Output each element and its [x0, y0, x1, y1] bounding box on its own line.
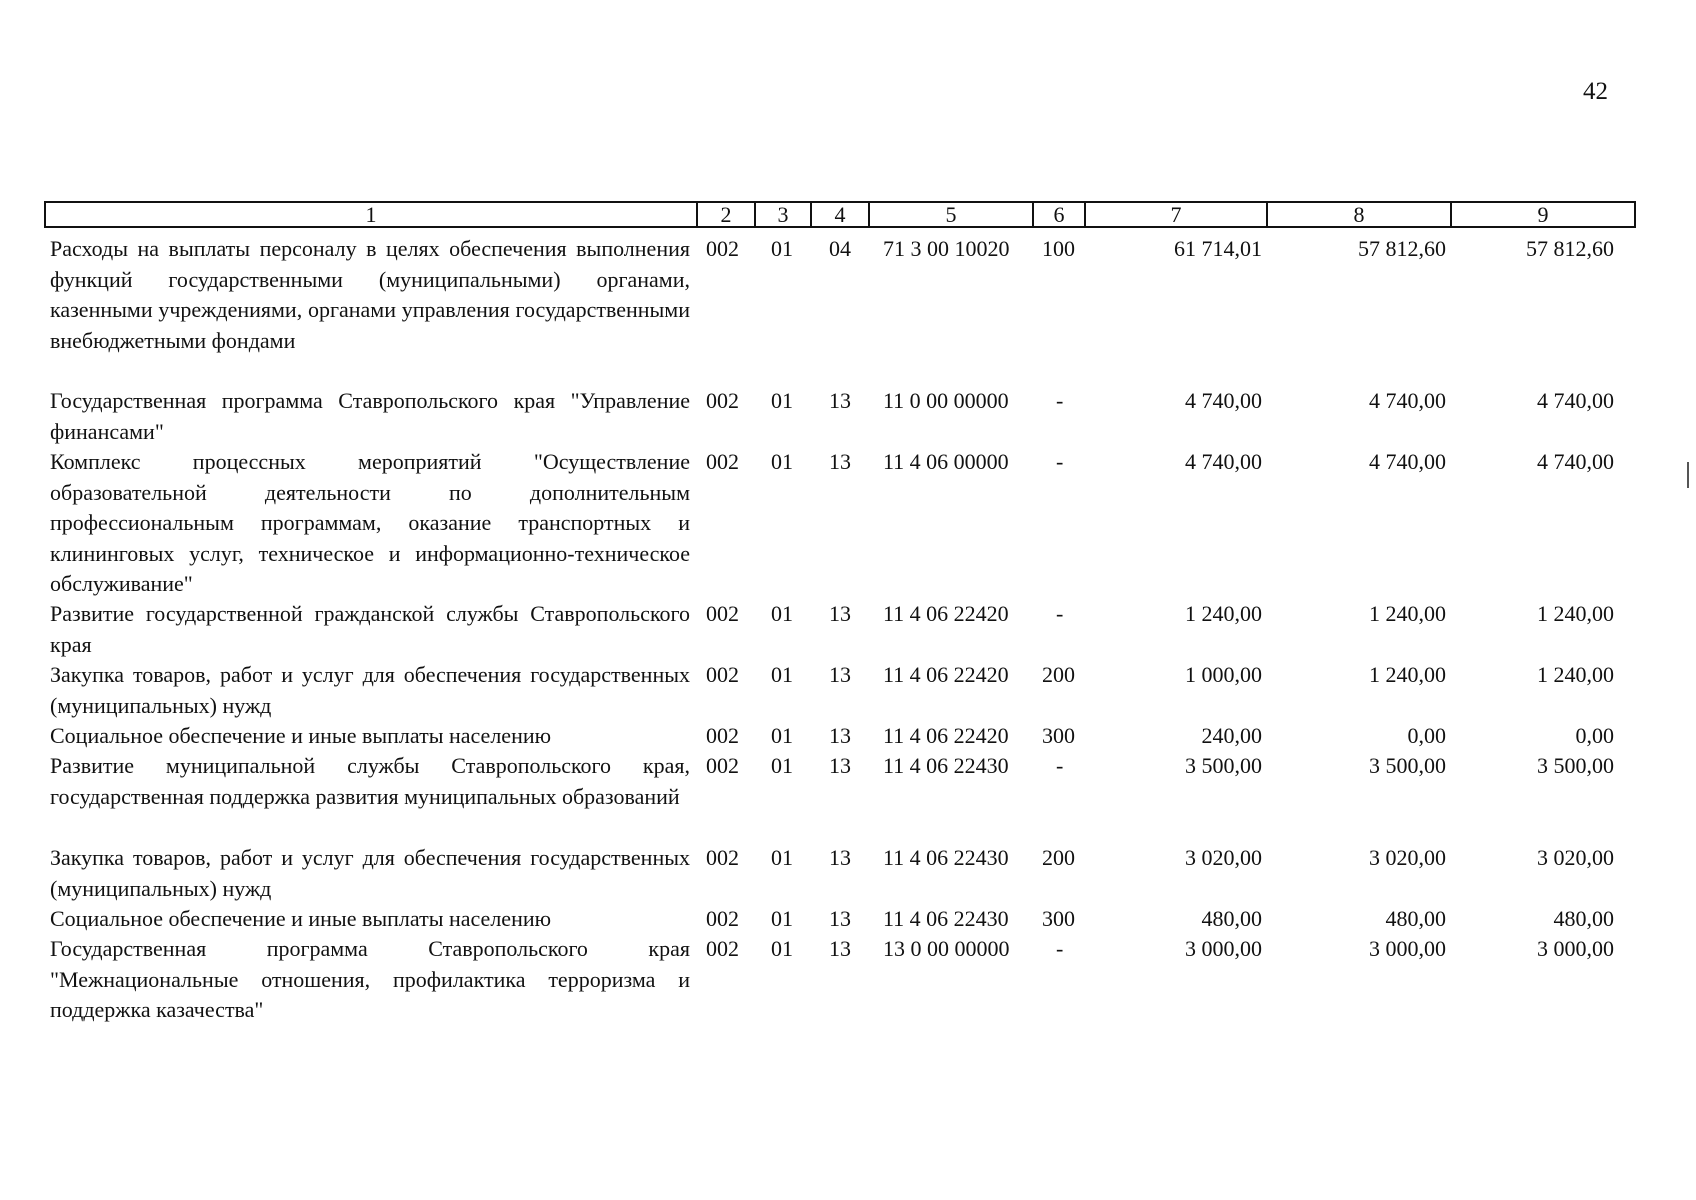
cell-value-9: 1 240,00 — [1537, 601, 1614, 626]
cell-value-9: 0,00 — [1575, 723, 1614, 748]
header-cell-2: 2 — [720, 202, 732, 227]
cell-value-7: 3 000,00 — [1185, 936, 1262, 961]
cell-value-8: 4 740,00 — [1369, 449, 1446, 474]
row-description: Расходы на выплаты персоналу в целях обеспечения выполнения функций государственными (муниципальными) органами, казенными учреждениями, органами управления государственными внебюджетными фондами — [50, 236, 690, 353]
cell-code-4: 13 — [829, 723, 851, 748]
header-cell-6: 6 — [1053, 202, 1065, 227]
row-description: Социальное обеспечение и иные выплаты населению — [50, 723, 552, 748]
cell-code-3: 01 — [771, 753, 793, 778]
row-description: Закупка товаров, работ и услуг для обеспечения государственных (муниципальных) нужд — [50, 662, 690, 718]
cell-code-5: 11 4 06 22430 — [883, 753, 1009, 778]
cell-code-2: 002 — [706, 723, 739, 748]
header-cell-9: 9 — [1537, 202, 1549, 227]
cell-code-4: 13 — [829, 388, 851, 413]
cell-code-6: - — [1056, 388, 1064, 413]
cell-code-5: 11 4 06 22420 — [883, 723, 1009, 748]
header-cell-3: 3 — [777, 202, 789, 227]
row-description: Развитие государственной гражданской службы Ставропольского края — [50, 601, 690, 657]
cell-code-4: 13 — [829, 601, 851, 626]
cell-value-9: 57 812,60 — [1526, 236, 1614, 261]
cell-value-7: 1 000,00 — [1185, 662, 1262, 687]
cell-value-7: 480,00 — [1201, 906, 1262, 931]
cell-code-2: 002 — [706, 449, 739, 474]
cell-code-4: 13 — [829, 753, 851, 778]
cell-code-6: - — [1056, 936, 1064, 961]
header-cell-7: 7 — [1170, 202, 1182, 227]
cell-code-6: 300 — [1042, 906, 1075, 931]
cell-value-9: 3 500,00 — [1537, 753, 1614, 778]
header-cell-4: 4 — [834, 202, 846, 227]
cell-code-4: 13 — [829, 845, 851, 870]
cell-code-4: 13 — [829, 449, 851, 474]
cell-code-2: 002 — [706, 753, 739, 778]
cell-code-5: 11 4 06 00000 — [883, 449, 1009, 474]
cell-value-8: 0,00 — [1407, 723, 1446, 748]
cell-code-2: 002 — [706, 906, 739, 931]
cell-value-7: 3 500,00 — [1185, 753, 1262, 778]
cell-value-7: 61 714,01 — [1174, 236, 1262, 261]
cell-code-6: - — [1056, 449, 1064, 474]
cell-value-8: 3 000,00 — [1369, 936, 1446, 961]
cell-code-3: 01 — [771, 936, 793, 961]
cell-value-8: 57 812,60 — [1358, 236, 1446, 261]
cell-value-7: 4 740,00 — [1185, 388, 1262, 413]
cell-code-4: 13 — [829, 662, 851, 687]
cell-value-8: 1 240,00 — [1369, 601, 1446, 626]
cell-code-3: 01 — [771, 388, 793, 413]
cell-code-5: 11 4 06 22420 — [883, 662, 1009, 687]
cell-code-6: 300 — [1042, 723, 1075, 748]
cell-code-5: 11 4 06 22420 — [883, 601, 1009, 626]
row-description: Государственная программа Ставропольского края "Управление финансами" — [50, 388, 690, 444]
cell-code-2: 002 — [706, 662, 739, 687]
cell-code-4: 04 — [829, 236, 851, 261]
cell-value-9: 3 000,00 — [1537, 936, 1614, 961]
cell-code-5: 11 4 06 22430 — [883, 845, 1009, 870]
cell-value-8: 3 020,00 — [1369, 845, 1446, 870]
cell-code-5: 11 0 00 00000 — [883, 388, 1009, 413]
cell-code-6: 100 — [1042, 236, 1075, 261]
scan-edge-mark — [1687, 462, 1689, 488]
cell-code-3: 01 — [771, 449, 793, 474]
header-cell-5: 5 — [945, 202, 957, 227]
cell-code-2: 002 — [706, 388, 739, 413]
header-cell-1: 1 — [365, 202, 377, 227]
row-description: Социальное обеспечение и иные выплаты населению — [50, 906, 552, 931]
row-description: Закупка товаров, работ и услуг для обеспечения государственных (муниципальных) нужд — [50, 845, 690, 901]
cell-value-9: 4 740,00 — [1537, 449, 1614, 474]
cell-value-9: 480,00 — [1553, 906, 1614, 931]
cell-value-8: 1 240,00 — [1369, 662, 1446, 687]
cell-code-3: 01 — [771, 845, 793, 870]
cell-code-6: 200 — [1042, 662, 1075, 687]
cell-code-4: 13 — [829, 906, 851, 931]
cell-code-5: 13 0 00 00000 — [883, 936, 1010, 961]
cell-code-3: 01 — [771, 601, 793, 626]
cell-value-7: 3 020,00 — [1185, 845, 1262, 870]
table-header — [44, 201, 1636, 228]
cell-code-3: 01 — [771, 662, 793, 687]
cell-code-2: 002 — [706, 601, 739, 626]
cell-code-3: 01 — [771, 906, 793, 931]
cell-code-5: 71 3 00 10020 — [883, 236, 1010, 261]
cell-code-2: 002 — [706, 845, 739, 870]
cell-value-8: 3 500,00 — [1369, 753, 1446, 778]
cell-value-8: 4 740,00 — [1369, 388, 1446, 413]
cell-code-2: 002 — [706, 936, 739, 961]
row-description: Комплекс процессных мероприятий "Осуществление образовательной деятельности по дополнительным профессиональным программам, оказание транспортных и клининговых услуг, техническое и информационно-техническое обслуживание" — [50, 449, 690, 596]
cell-value-9: 4 740,00 — [1537, 388, 1614, 413]
cell-code-4: 13 — [829, 936, 851, 961]
cell-value-7: 1 240,00 — [1185, 601, 1262, 626]
cell-value-9: 1 240,00 — [1537, 662, 1614, 687]
row-description: Развитие муниципальной службы Ставропольского края, государственная поддержка развития муниципальных образований — [50, 753, 690, 809]
cell-code-6: 200 — [1042, 845, 1075, 870]
cell-value-7: 240,00 — [1201, 723, 1262, 748]
cell-code-3: 01 — [771, 723, 793, 748]
cell-value-9: 3 020,00 — [1537, 845, 1614, 870]
cell-value-7: 4 740,00 — [1185, 449, 1262, 474]
row-description: Государственная программа Ставропольского края "Межнациональные отношения, профилактика терроризма и поддержка казачества" — [50, 936, 690, 1022]
cell-value-8: 480,00 — [1385, 906, 1446, 931]
cell-code-3: 01 — [771, 236, 793, 261]
cell-code-6: - — [1056, 753, 1064, 778]
header-cell-8: 8 — [1353, 202, 1365, 227]
cell-code-2: 002 — [706, 236, 739, 261]
cell-code-5: 11 4 06 22430 — [883, 906, 1009, 931]
cell-code-6: - — [1056, 601, 1064, 626]
page-number: 42 — [1583, 78, 1608, 105]
